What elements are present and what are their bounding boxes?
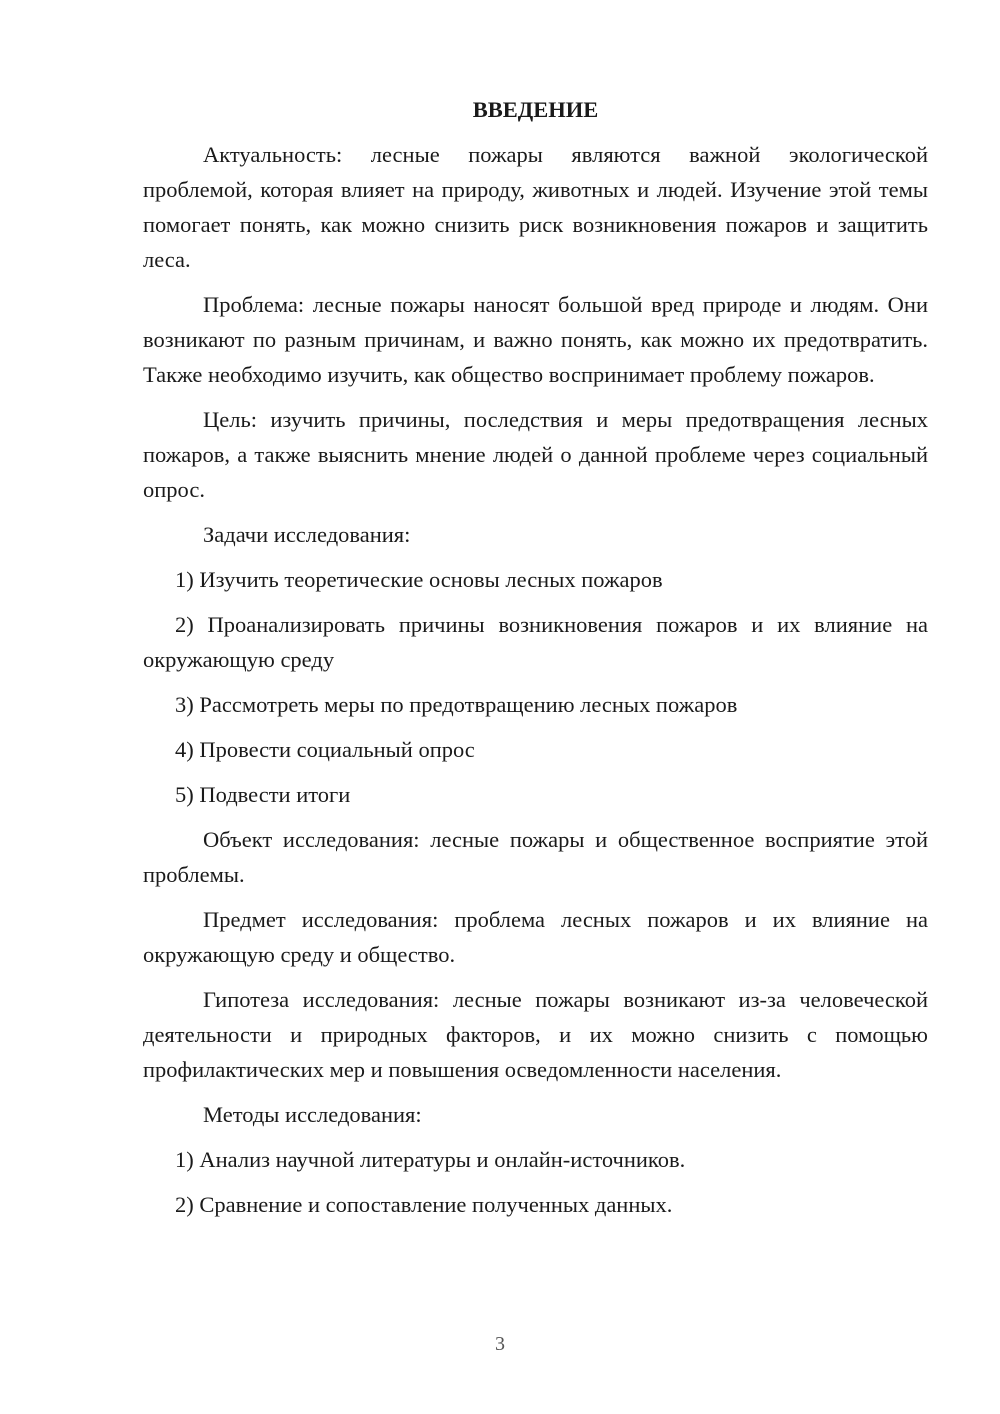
section-title: ВВЕДЕНИЕ — [472, 97, 599, 122]
method-item-2: 2) Сравнение и сопоставление полученных данных. — [175, 1192, 673, 1217]
task-item-2: 2) Проанализировать причины возникновения пожаров и их влияние на окружающую среду — [143, 612, 928, 672]
task-item-4: 4) Провести социальный опрос — [175, 737, 475, 762]
task-item-3: 3) Рассмотреть меры по предотвращению лесных пожаров — [175, 692, 738, 717]
tasks-heading: Задачи исследования: — [203, 522, 411, 547]
task-item-1: 1) Изучить теоретические основы лесных пожаров — [175, 567, 663, 592]
paragraph-problem: Проблема: лесные пожары наносят большой вред природе и людям. Они возникают по разным причинам, и важно понять, как можно их предотвратить. Также необходимо изучить, как общество воспринимает проблему пожаров. — [143, 292, 928, 387]
document-page — [143, 95, 928, 1232]
paragraph-goal: Цель: изучить причины, последствия и меры предотвращения лесных пожаров, а также выяснить мнение людей о данной проблеме через социальный опрос. — [143, 407, 928, 502]
page-number: 3 — [495, 1333, 505, 1355]
method-item-1: 1) Анализ научной литературы и онлайн-источников. — [175, 1147, 686, 1172]
paragraph-object: Объект исследования: лесные пожары и общественное восприятие этой проблемы. — [143, 827, 928, 887]
paragraph-subject: Предмет исследования: проблема лесных пожаров и их влияние на окружающую среду и общество. — [143, 907, 928, 967]
paragraph-hypothesis: Гипотеза исследования: лесные пожары возникают из-за человеческой деятельности и природных факторов, и их можно снизить с помощью профилактических мер и повышения осведомленности населения. — [143, 987, 928, 1082]
paragraph-relevance: Актуальность: лесные пожары являются важной экологической проблемой, которая влияет на природу, животных и людей. Изучение этой темы помогает понять, как можно снизить риск возникновения пожаров и защитить леса. — [143, 142, 928, 272]
methods-heading: Методы исследования: — [203, 1102, 422, 1127]
task-item-5: 5) Подвести итоги — [175, 782, 351, 807]
